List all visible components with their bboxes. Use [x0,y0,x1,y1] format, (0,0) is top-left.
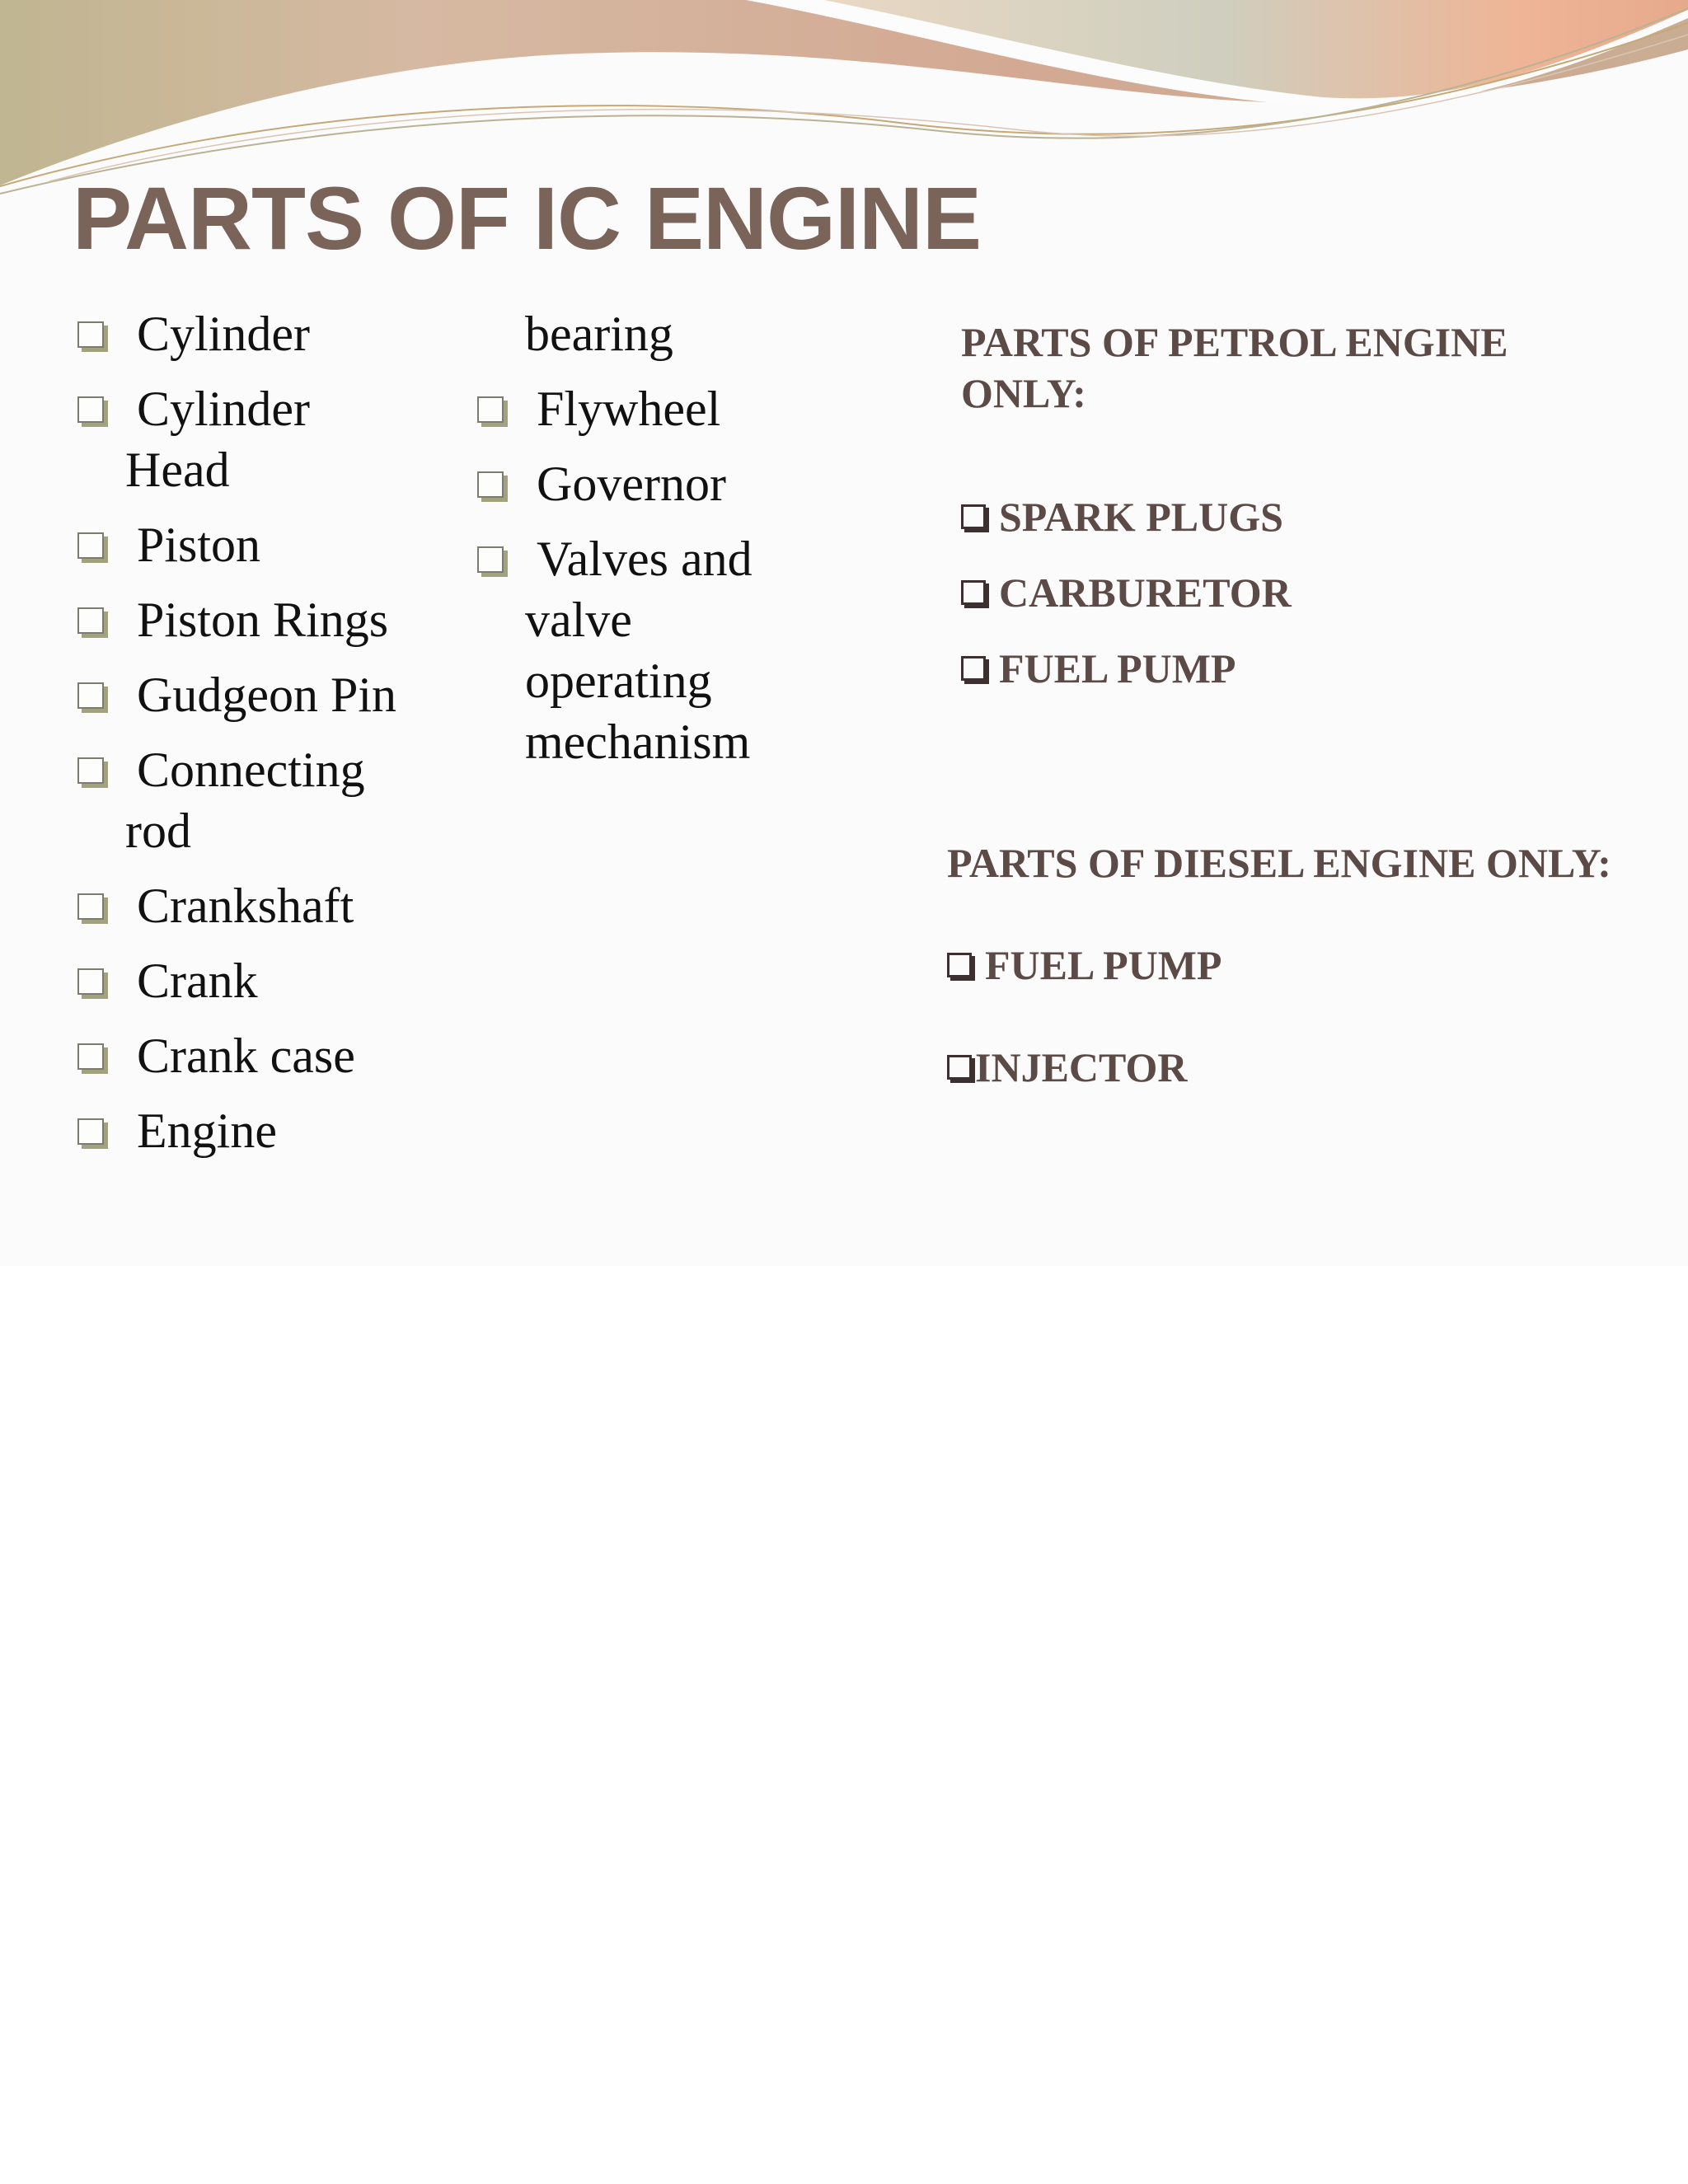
list-item-continuation: bearing [525,307,673,361]
list-item: CARBURETOR [961,567,1508,618]
diesel-section-heading: PARTS OF DIESEL ENGINE ONLY: [947,840,1611,886]
list-item: Piston [74,514,462,575]
list-item: Flywheel [474,378,828,439]
checkbox-bullet-icon [961,656,986,681]
list-item: Engine [74,1100,462,1161]
checkbox-bullet-icon [477,396,504,423]
checkbox-bullet-icon [77,757,104,784]
checkbox-bullet-icon [477,546,504,573]
petrol-engine-section [961,316,1508,719]
parts-list-column-2 [474,303,828,786]
checkbox-bullet-icon [77,607,104,634]
list-item: Piston Rings [74,589,462,650]
list-item: Governor [474,453,828,514]
checkbox-bullet-icon [477,471,504,498]
list-item: Cylinder Head [74,378,462,500]
checkbox-bullet-icon [77,682,104,709]
checkbox-bullet-icon [77,893,104,920]
checkbox-bullet-icon [77,321,104,348]
list-item: Valves and valve operating mechanism [474,528,828,772]
list-item: Cylinder [74,303,462,364]
list-item: FUEL PUMP [947,940,1611,991]
list-item: Crank case [74,1025,462,1086]
petrol-parts-list [961,491,1508,694]
checkbox-bullet-icon [77,1118,104,1145]
list-item: FUEL PUMP [961,643,1508,694]
checkbox-bullet-icon [77,968,104,995]
checkbox-bullet-icon [77,396,104,423]
list-item: Crankshaft [74,875,462,936]
diesel-parts-list [947,940,1611,1093]
checkbox-bullet-icon [77,532,104,559]
checkbox-bullet-icon [961,580,986,605]
checkbox-bullet-icon [77,1043,104,1070]
list-item: Crank [74,950,462,1011]
slide-title: PARTS OF IC ENGINE [73,168,982,268]
list-item: Gudgeon Pin [74,664,462,725]
list-item: Connecting rod [74,739,462,861]
petrol-section-heading: PARTS OF PETROL ENGINE ONLY: [961,319,1508,416]
checkbox-bullet-icon [961,504,986,529]
list-item: INJECTOR [947,1042,1611,1093]
list-item: SPARK PLUGS [961,491,1508,542]
parts-list-column-1 [74,303,462,1175]
checkbox-bullet-icon [947,1055,972,1080]
checkbox-bullet-icon [947,953,972,977]
diesel-engine-section [947,837,1611,1144]
